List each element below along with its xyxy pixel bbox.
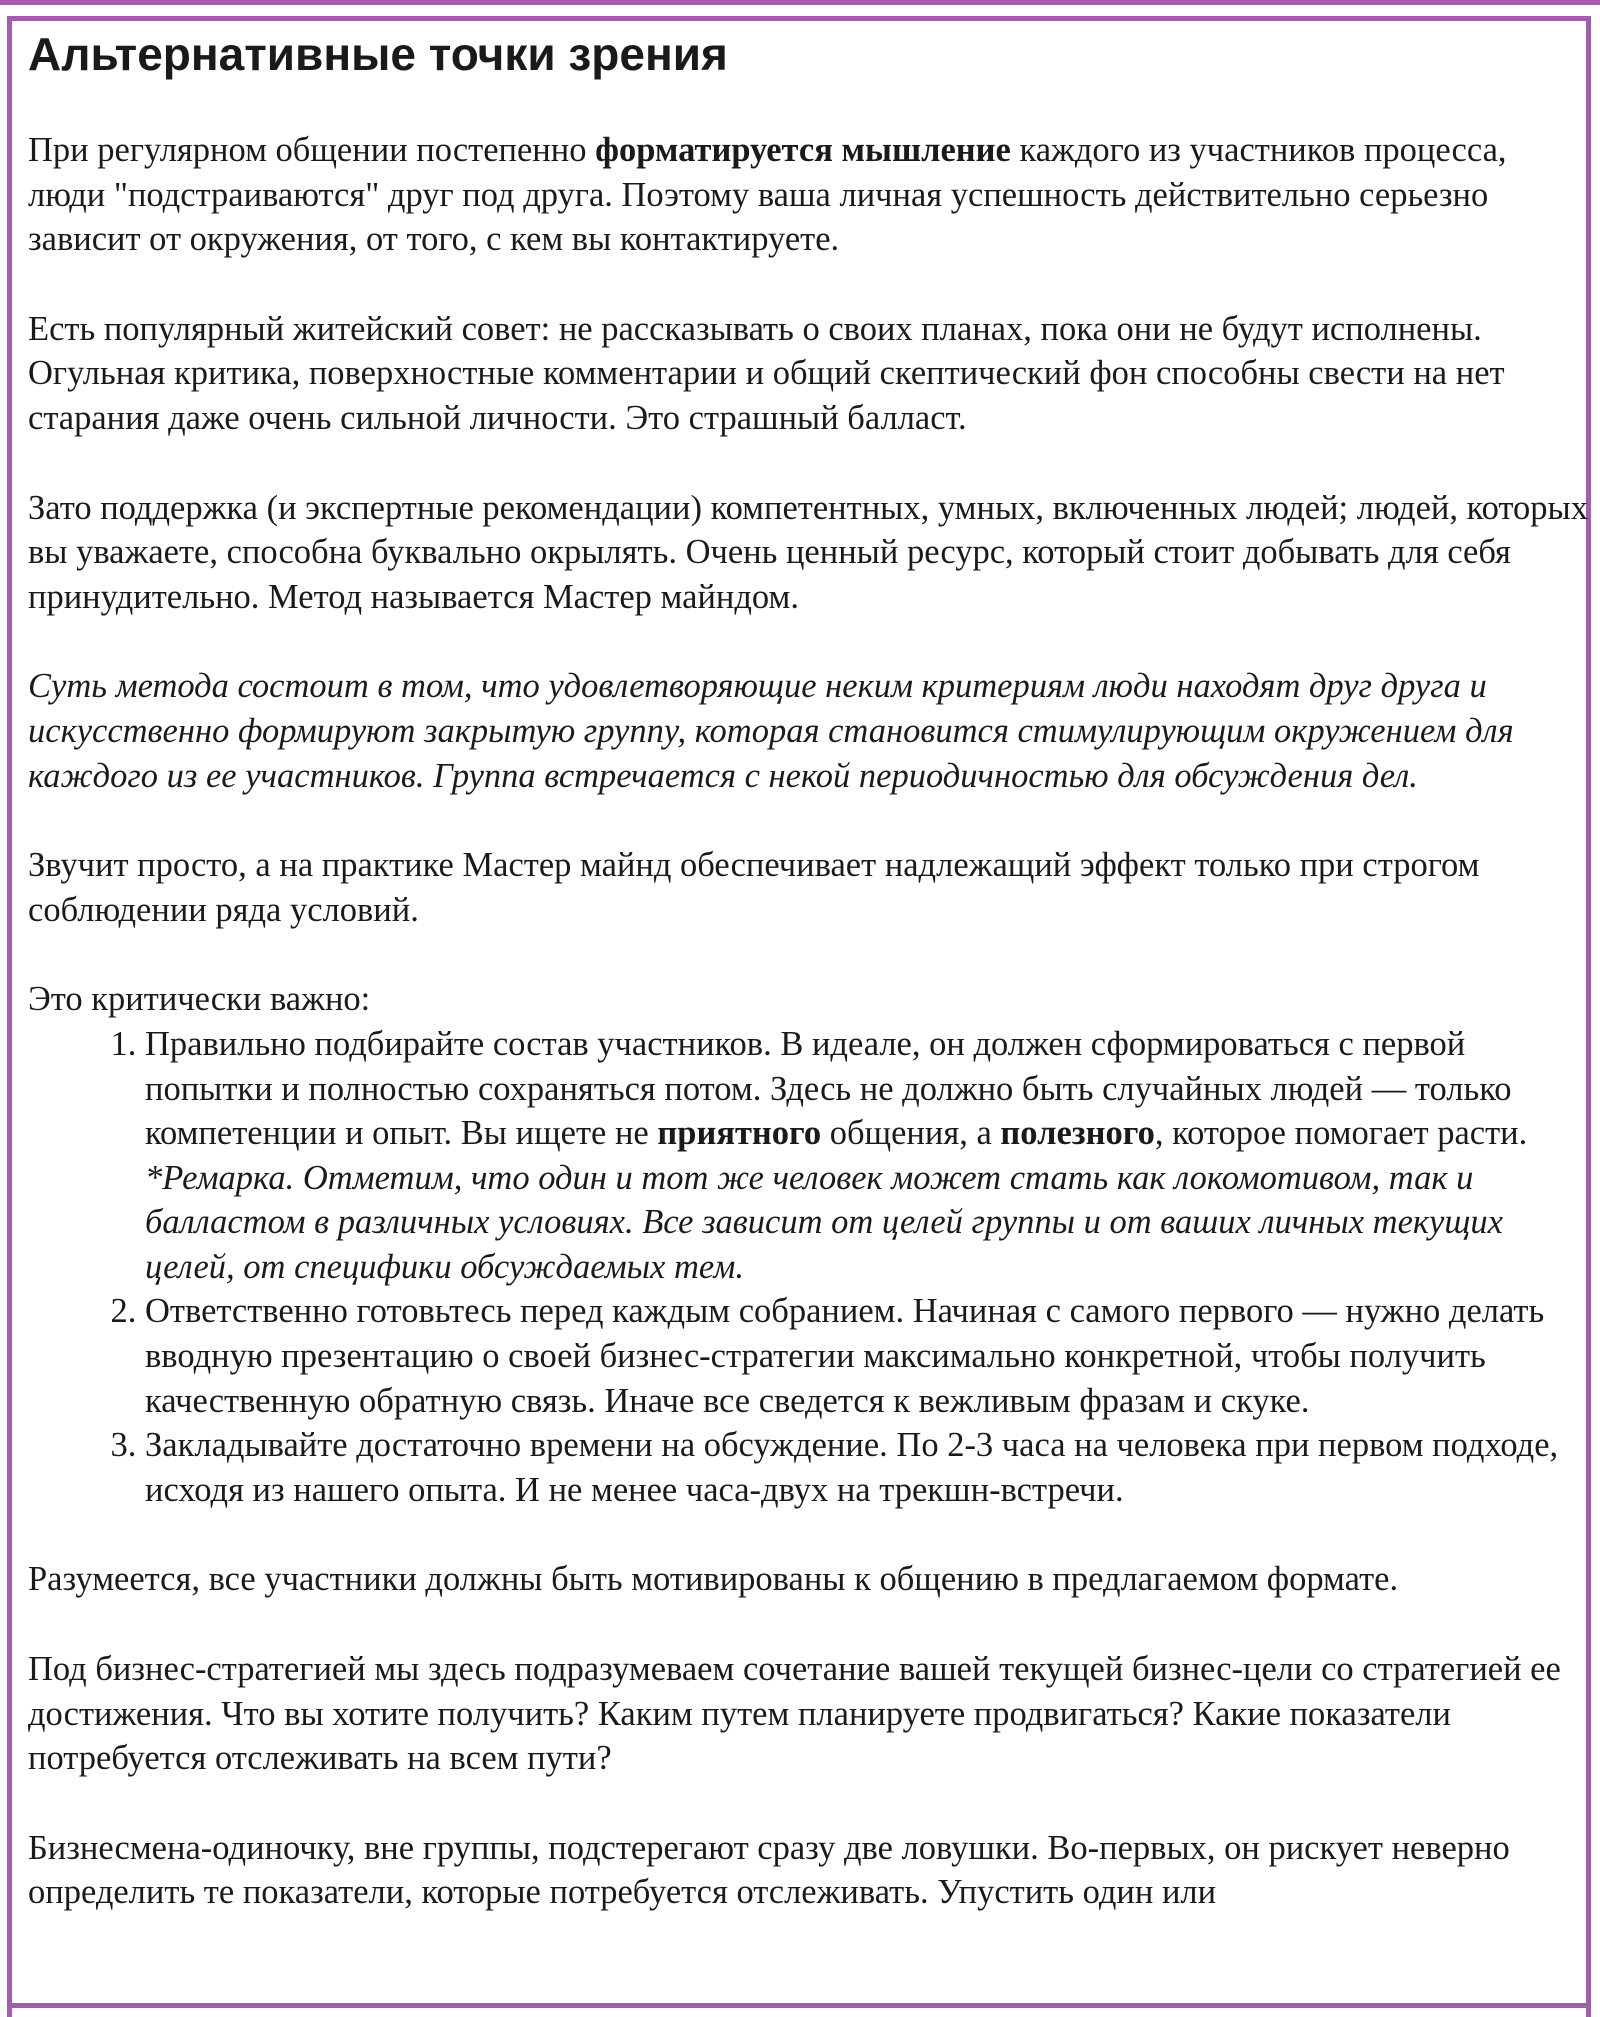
list-item-1-bold-a: приятного (657, 1114, 822, 1153)
paragraph-7: Под бизнес-стратегией мы здесь подразумеваем сочетание вашей текущей бизнес-цели со стратегией ее достижения. Что вы хотите получить? Каким путем планируете продвигаться? Какие показатели потребуется отслеживать на всем пути? (28, 1650, 1561, 1778)
paragraph-6: Разумеется, все участники должны быть мотивированы к общению в предлагаемом формате. (28, 1560, 1399, 1599)
paragraph-1-start: При регулярном общении постепенно (28, 131, 596, 169)
list-item-1-bold-b: полезного (1000, 1114, 1155, 1153)
paragraph-8: Бизнесмена-одиночку, вне группы, подстерегают сразу две ловушки. Во-первых, он рискует неверно определить те показатели, которые потребуется отслеживать. Упустить один или (28, 1828, 1510, 1912)
paragraph-4-italic (28, 664, 1588, 798)
list-item-1-text-b: общения, а (821, 1114, 1001, 1153)
list-intro: Это критически важно: (28, 980, 371, 1019)
paragraph-1-bold: форматируется мышление (595, 131, 1011, 169)
frame-border-top (0, 0, 1600, 5)
list-item-1 (145, 1022, 1588, 1290)
paragraph-2: Есть популярный житейский совет: не рассказывать о своих планах, пока они не будут исполнены. Огульная критика, поверхностные комментарии и общий скептический фон способны свести на нет старания даже очень сильной личности. Это страшный балласт. (28, 309, 1505, 437)
conditions-list (28, 1022, 1588, 1513)
list-item-1-text-c: , которое помогает расти. (1154, 1114, 1528, 1153)
frame-border-inner-top (7, 16, 1591, 21)
list-item-3: 3. Закладывайте достаточно времени на обсуждение. По 2-3 часа на человека при первом подходе, исходя из нашего опыта. И не менее часа-двух на трекшн-встречи. (145, 1423, 1588, 1512)
paragraph-1-end: каждого из участников процесса, люди "подстраиваются" друг под друга. Поэтому ваша личная успешность действительно серьезно зависит от окружения, от того, с кем вы контактируете. (28, 131, 1507, 259)
page-title: Альтернативные точки зрения (28, 28, 728, 80)
list-item-1-remark: *Ремарка. Отметим, что один и тот же человек может стать как локомотивом, так и балластом в различных условиях. Все зависит от целей группы и от ваших личных текущих целей, от специфики обсуждаемых тем. (145, 1158, 1503, 1286)
paragraph-4-text: Суть метода состоит в том, что удовлетворяющие неким критериям люди находят друг друга и искусственно формируют закрытую группу, которая становится стимулирующим окружением для каждого из ее участников. Группа встречается с некой периодичностью для обсуждения дел. (28, 667, 1514, 795)
paragraph-3: Зато поддержка (и экспертные рекомендации) компетентных, умных, включенных людей; людей, которых вы уважаете, способна буквально окрылять. Очень ценный ресурс, который стоит добывать для себя принудительно. Метод называется Мастер майндом. (28, 488, 1588, 616)
list-item-2: 2. Ответственно готовьтесь перед каждым собранием. Начиная с самого первого — нужно делать вводную презентацию о своей бизнес-стратегии максимально конкретной, чтобы получить качественную обратную связь. Иначе все сведется к вежливым фразам и скуке. (145, 1289, 1588, 1423)
list-item-1-text-a: Правильно подбирайте состав участников. В идеале, он должен сформироваться с первой попытки и полностью сохраняться потом. Здесь не должно быть случайных людей — только компетенции и опыт. Вы ищете не (145, 1024, 1512, 1153)
paragraph-1 (28, 128, 1588, 262)
frame-border-left (7, 16, 12, 2017)
paragraph-5: Звучит просто, а на практике Мастер майнд обеспечивает надлежащий эффект только при строгом соблюдении ряда условий. (28, 846, 1480, 929)
article-content (28, 22, 1588, 1960)
frame-border-bottom (7, 2003, 1591, 2008)
